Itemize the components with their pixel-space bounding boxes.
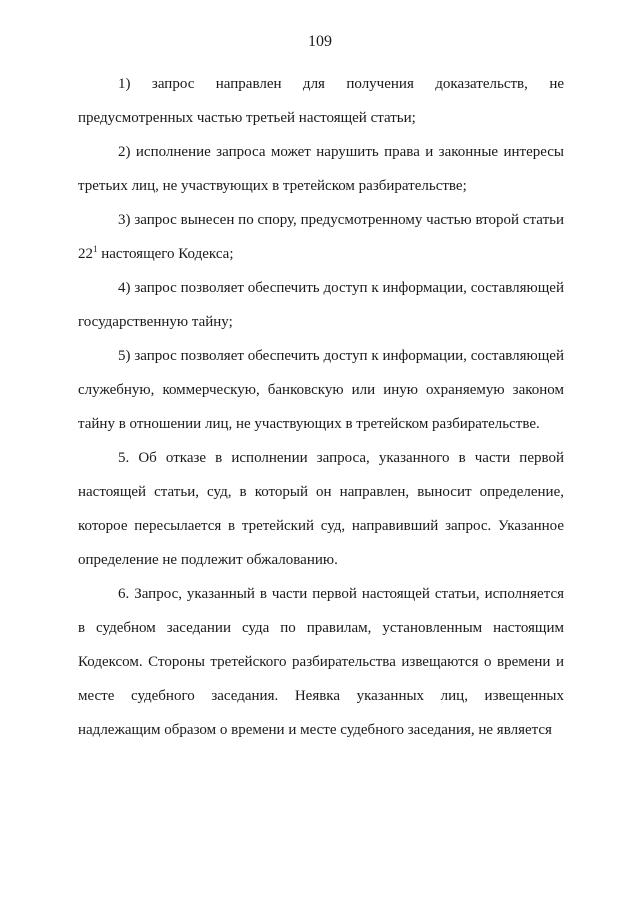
clause-3-text: 3) запрос вынесен по спору, предусмотренному частью второй статьи 22 xyxy=(78,212,564,262)
clause-4: 4) запрос позволяет обеспечить доступ к информации, составляющей государственную тайну; xyxy=(78,280,564,330)
clause-1: 1) запрос направлен для получения доказательств, не предусмотренных частью третьей настоящей статьи; xyxy=(78,76,564,126)
document-body xyxy=(78,67,564,747)
clause-2: 2) исполнение запроса может нарушить права и законные интересы третьих лиц, не участвующих в третейском разбирательстве; xyxy=(78,144,564,194)
clause-5: 5) запрос позволяет обеспечить доступ к информации, составляющей служебную, коммерческую, банковскую или иную охраняемую законом тайну в отношении лиц, не участвующих в третейском разбирательстве. xyxy=(78,348,564,432)
clause-3-text-end: настоящего Кодекса; xyxy=(97,246,234,262)
page-number: 109 xyxy=(308,33,332,50)
section-5-paragraph: 5. Об отказе в исполнении запроса, указанного в части первой настоящей статьи, суд, в который он направлен, выносит определение, которое пересылается в третейский суд, направивший запрос. Указанное определение не подлежит обжалованию. xyxy=(78,450,564,568)
article-superscript: 1 xyxy=(93,244,98,254)
section-6-paragraph: 6. Запрос, указанный в части первой настоящей статьи, исполняется в судебном заседании суда по правилам, установленным настоящим Кодексом. Стороны третейского разбирательства извещаются о времени и месте судебного заседания. Неявка указанных лиц, извещенных надлежащим образом о времени и месте судебного заседания, не является xyxy=(78,586,564,738)
clause-3 xyxy=(78,203,564,271)
